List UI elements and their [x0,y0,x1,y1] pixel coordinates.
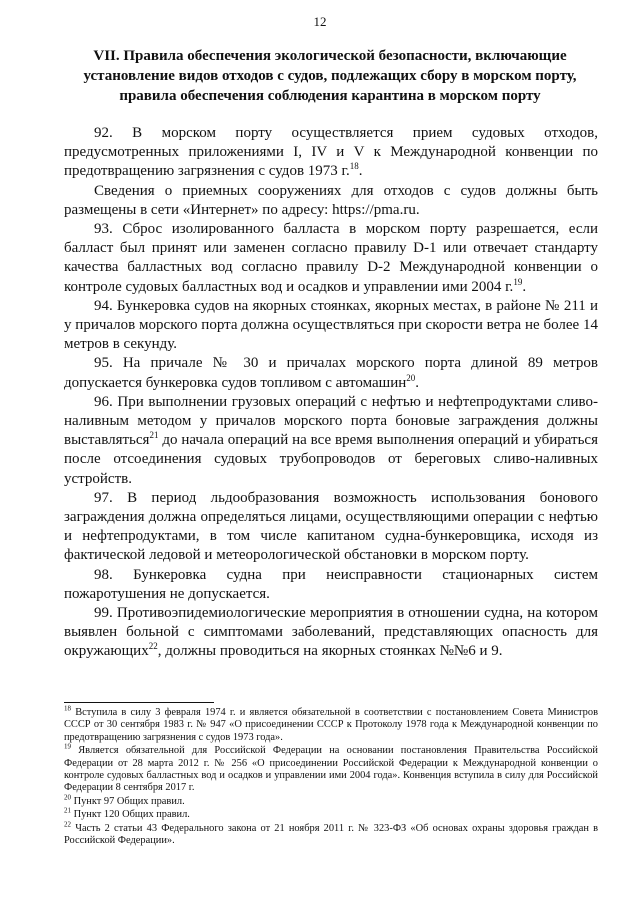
heading-line: правила обеспечения соблюдения карантина в морском порту [119,88,541,104]
section-heading [70,46,590,106]
paragraph-94: 94. Бункеровка судов на якорных стоянках, якорных местах, в районе № 211 и у причалов морского порта должна осуществляться при скорости ветра не более 14 метров в секунду. [64,297,598,353]
footnote-ref: 21 [149,430,159,441]
paragraph-93: 93. Сброс изолированного балласта в морском порту разрешается, если балласт был принят или заменен согласно правилу D-1 или отвечает стандарту качества балластных вод согласно правилу D-2 Международной конвенции о контроле судовых балластных вод и осадков и управлении ими 2004 г.$^{19}$. [64,221,598,295]
paragraph-96: 96. При выполнении грузовых операций с нефтью и нефтепродуктами сливо-наливным методом у причалов морского порта боновые заграждения должны выставляться$^{21}$ до начала операций на все время выполнения операций и убираться после отсоединения судовых трубопроводов от береговых сливо-наливных устройств. [64,393,598,487]
footnote-19: $^{19}$ Является обязательной для Российской Федерации на основании постановления Правительства Российской Федерации от 28 марта 2012 г. № 256 «О присоединении Российской Федерации к Международной конвенции о контроле судовых балластных вод и осадков и управлении ими 2004 года». Конвенция вступила в силу для Российской Федерации 8 сентября 2017 г. [64,742,598,794]
footnote-number: 22 [64,820,71,829]
footnote-22: $^{22}$ Часть 2 статьи 43 Федерального закона от 21 ноября 2011 г. № 323-ФЗ «Об основах охраны здоровья граждан в Российской Федерации». [64,820,598,847]
page-number: 12 [313,14,327,29]
footnote-ref: 20 [406,372,416,383]
body-text [64,124,598,662]
heading-line: VII. Правила обеспечения экологической безопасности, включающие [93,48,567,64]
footnote-ref: 18 [349,161,359,172]
paragraph-95: 95. На причале № 30 и причалах морского порта длиной 89 метров допускается бункеровка судов топливом с автомашин$^{20}$. [64,355,598,391]
footnote-21: $^{21}$ Пункт 120 Общих правил. [64,806,190,821]
footnote-number: 18 [64,704,71,713]
footnote-number: 19 [64,742,71,751]
footnote-18: $^{18}$ Вступила в силу 3 февраля 1974 г. и является обязательной в соответствии с постановлением Совета Министров СССР от 30 сентября 1983 г. № 947 «О присоединении СССР к Протоколу 1978 года к Международной конвенции по предотвращению загрязнения с судов 1973 года». [64,704,598,743]
footnote-ref: 22 [148,641,158,652]
footnote-divider [64,702,214,703]
footnote-number: 20 [64,793,71,802]
paragraph-info: Сведения о приемных сооружениях для отходов с судов должны быть размещены в сети «Интернет» по адресу: https://pma.ru. [64,182,598,218]
paragraph-97: 97. В период льдообразования возможность использования бонового заграждения должна определяться лицами, осуществляющими операции с нефтью и нефтепродуктами, в том числе капитаном судна-бункеровщика, исходя из фактической ледовой и метеорологической обстановки в морском порту. [64,489,598,564]
paragraph-99: 99. Противоэпидемиологические мероприятия в отношении судна, на котором выявлен больной с симптомами заболеваний, представляющих опасность для окружающих$^{22}$, должны проводиться на якорных стоянках №№6 и 9. [64,605,598,660]
footnote-ref: 19 [513,276,523,287]
footnote-number: 21 [64,806,71,815]
paragraph-98: 98. Бункеровка судна при неисправности стационарных систем пожаротушения не допускается. [64,566,598,602]
footnotes [64,704,598,848]
paragraph-92: 92. В морском порту осуществляется прием судовых отходов, предусмотренных приложениями I, IV и V к Международной конвенции по предотвращению загрязнения с судов 1973 г.$^{18}$. [64,125,598,180]
footnote-20: $^{20}$ Пункт 97 Общих правил. [64,793,185,807]
heading-line: установление видов отходов с судов, подлежащих сбору в морском порту, [83,68,577,84]
